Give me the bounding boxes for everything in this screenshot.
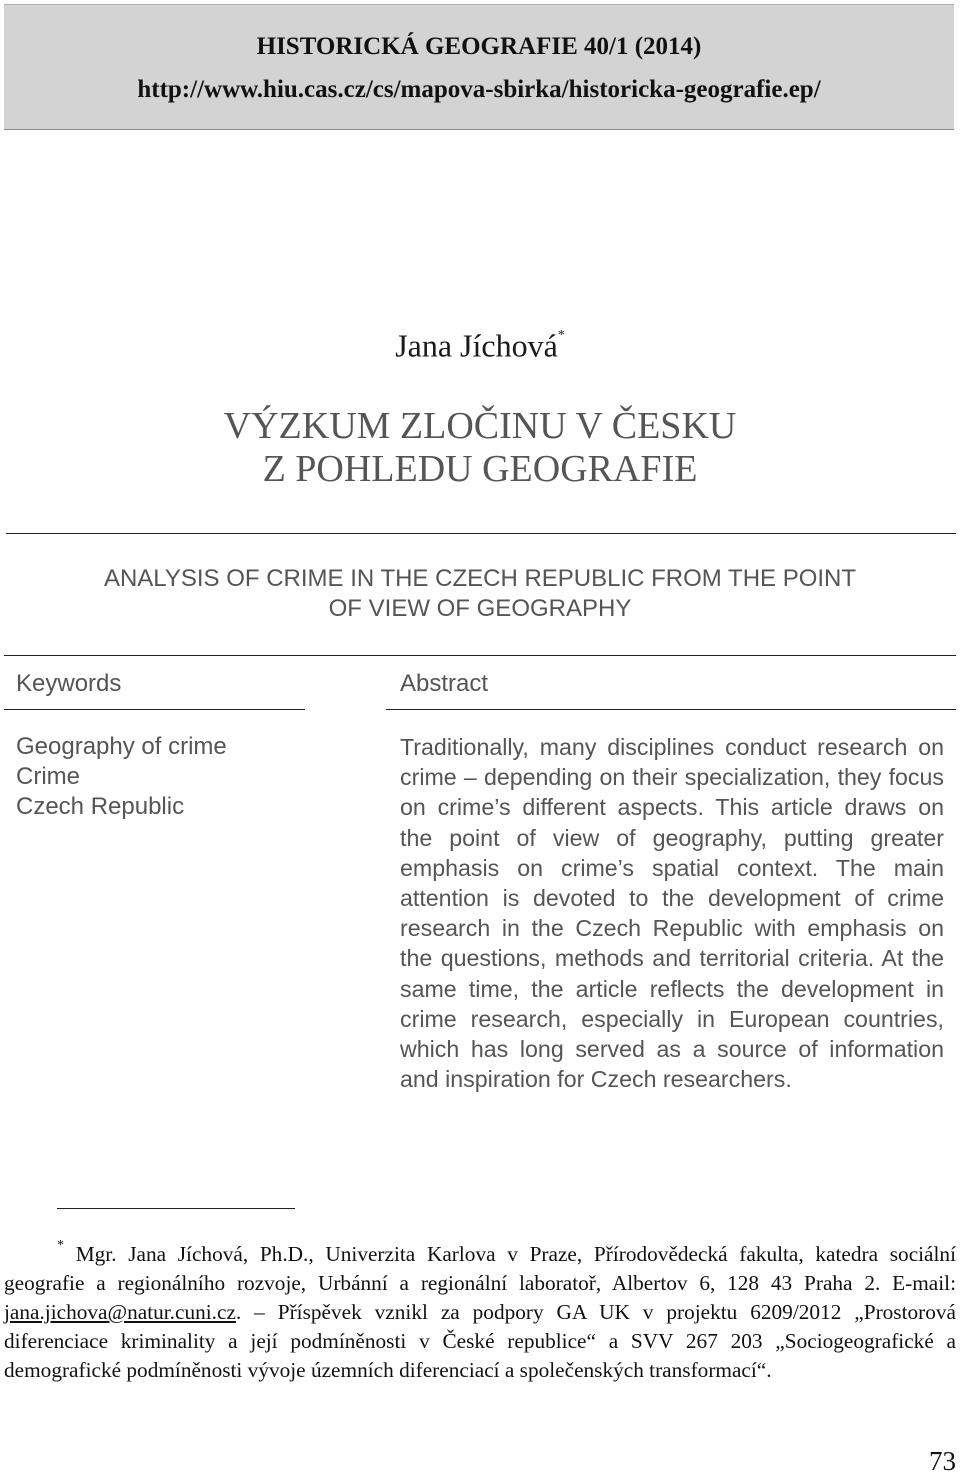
journal-title: HISTORICKÁ GEOGRAFIE 40/1 (2014) [256,33,702,60]
journal-url[interactable]: http://www.hiu.cas.cz/cs/mapova-sbirka/historicka-geografie.ep/ [137,76,821,103]
keywords-list [16,732,227,822]
abstract-underline [386,709,956,710]
abstract-heading: Abstract [400,670,489,697]
keyword-item: Crime [16,763,80,790]
author-email-link[interactable]: jana.jichova@natur.cuni.cz [4,1300,236,1325]
keyword-item: Geography of crime [16,733,227,760]
author-footnote [4,1235,956,1385]
article-title-czech [0,405,960,491]
footnote-text-end: . – Příspěvek vznikl za podpory GA UK v projektu 6209/2012 „Prostorová diferenciace kriminality a její podmíněnosti v České republice“ a SVV 267 203 „Sociogeografické a demografické podmíněnosti vývoje územních diferenciací a společenských transformací“. [4,1300,956,1383]
footnote-divider [57,1208,295,1209]
section-divider [4,655,956,656]
abstract-text: Traditionally, many disciplines conduct research on crime – depending on their specialization, they focus on crime’s different aspects. This article draws on the point of view of geography, putting greater emphasis on crime’s spatial context. The main attention is devoted to the development of crime research in the Czech Republic with emphasis on the questions, methods and territorial criteria. At the same time, the article reflects the development in crime research, especially in European countries, which has long served as a source of information and inspiration for Czech researchers. [400,734,944,1093]
author-footnote-mark[interactable]: * [557,328,565,343]
author-name [0,322,960,366]
footnote-mark: * [57,1238,64,1253]
keywords-underline [4,709,305,710]
keyword-item: Czech Republic [16,793,185,820]
keywords-heading: Keywords [16,670,122,697]
journal-header [4,4,954,130]
title-czech-line-2: Z POHLEDU GEOGRAFIE [262,448,698,490]
title-english-line-1: ANALYSIS OF CRIME IN THE CZECH REPUBLIC FROM THE POINT [103,565,857,592]
author-name-text: Jana Jíchová [395,327,558,364]
title-divider [6,533,956,534]
footnote-text-start: Mgr. Jana Jíchová, Ph.D., Univerzita Karlova v Praze, Přírodovědecká fakulta, katedra sociální geografie a regionálního rozvoje, Urbánní a regionální laboratoř, Albertov 6, 128 43 Praha 2. E-mail: [4,1242,956,1296]
article-title-english [0,564,960,624]
title-czech-line-1: VÝZKUM ZLOČINU V ČESKU [223,405,737,447]
title-english-line-2: OF VIEW OF GEOGRAPHY [328,595,632,622]
page-number: 73 [929,1446,956,1476]
